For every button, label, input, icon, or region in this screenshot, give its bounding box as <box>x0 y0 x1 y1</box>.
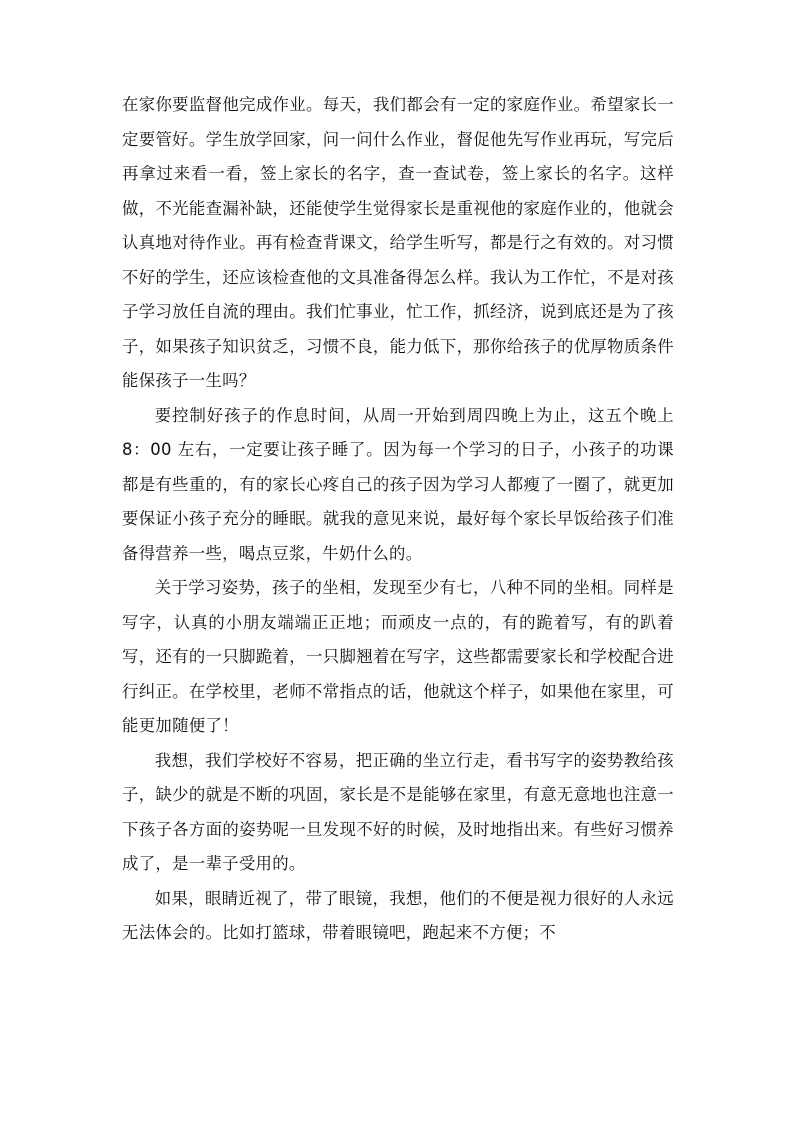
paragraph-sleep-schedule: 要控制好孩子的作息时间，从周一开始到周四晚上为止，这五个晚上 8：00 左右，一定要让孩子睡了。因为每一个学习的日子，小孩子的功课都是有些重的，有的家长心疼自己的孩子因为学习人都瘦了一圈了，就更加要保证小孩子充分的睡眠。就我的意见来说，最好每个家长早饭给孩子们准备得营养一些，喝点豆浆，牛奶什么的。 <box>122 405 674 563</box>
paragraph-posture-habits: 我想，我们学校好不容易，把正确的坐立行走，看书写字的姿势教给孩子，缺少的就是不断的巩固，家长是不是能够在家里，有意无意地也注意一下孩子各方面的姿势呢一旦发现不好的时候，及时地指出来。有些好习惯养成了，是一辈子受用的。 <box>122 750 674 873</box>
paragraph-eyesight: 如果，眼睛近视了，带了眼镜，我想，他们的不便是视力很好的人永远无法体会的。比如打篮球，带着眼镜吧，跑起来不方便；不 <box>122 888 674 942</box>
document-body <box>122 88 674 951</box>
paragraph-sitting-posture: 关于学习姿势，孩子的坐相，发现至少有七，八种不同的坐相。同样是写字，认真的小朋友端端正正地；而顽皮一点的，有的跪着写，有的趴着写，还有的一只脚跪着，一只脚翘着在写字，这些都需要家长和学校配合进行纠正。在学校里，老师不常指点的话，他就这个样子，如果他在家里，可能更加随便了！ <box>122 578 674 735</box>
paragraph-homework-supervision: 在家你要监督他完成作业。每天，我们都会有一定的家庭作业。希望家长一定要管好。学生放学回家，问一问什么作业，督促他先写作业再玩，写完后再拿过来看一看，签上家长的名字，查一查试卷，签上家长的名字。这样做，不光能查漏补缺，还能使学生觉得家长是重视他的家庭作业的，他就会认真地对待作业。再有检查背课文，给学生听写，都是行之有效的。对习惯不好的学生，还应该检查他的文具准备得怎么样。我认为工作忙，不是对孩子学习放任自流的理由。我们忙事业，忙工作，抓经济，说到底还是为了孩子，如果孩子知识贫乏，习惯不良，能力低下，那你给孩子的优厚物质条件能保孩子一生吗？ <box>122 95 674 390</box>
